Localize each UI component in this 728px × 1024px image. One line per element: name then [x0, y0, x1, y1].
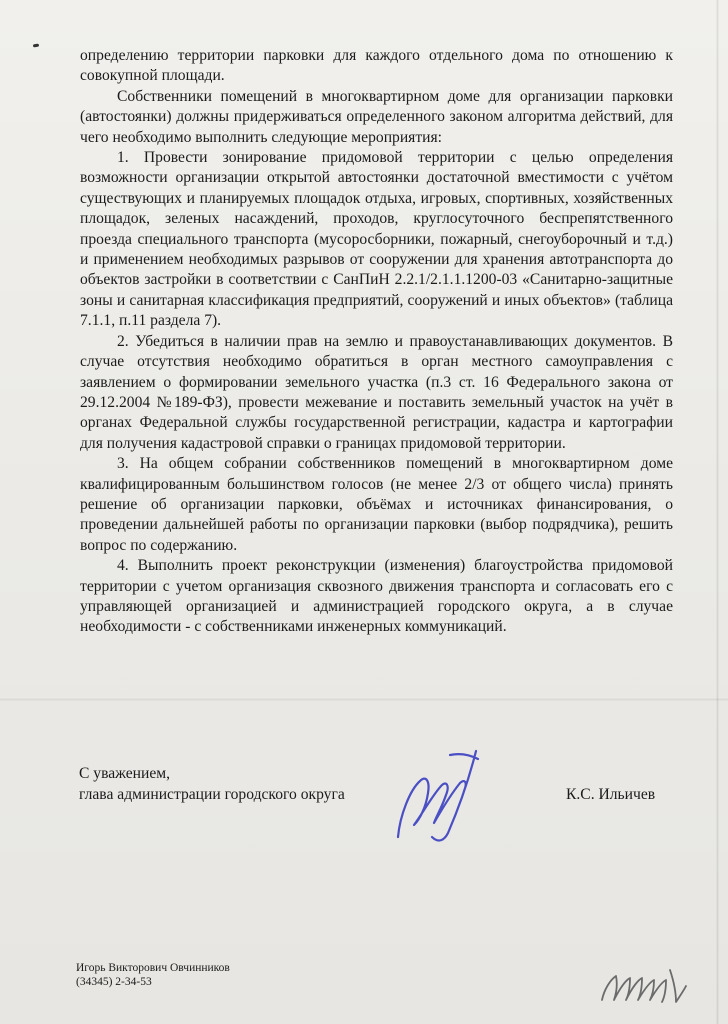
- signer-name: К.С. Ильичев: [566, 786, 656, 803]
- paper-fold-horizontal: [0, 698, 728, 701]
- ink-speck: [33, 44, 39, 48]
- closing-greeting: С уважением,: [79, 765, 171, 782]
- list-item-2: 2. Убедиться в наличии прав на землю и правоустанавливающих документов. В случае отсутствия необходимо обратиться в орган местного самоуправления с заявлением о формировании земельного участка (п.3 ст. 16 Федерального закона от 29.12.2004 №189-ФЗ), провести межевание и поставить земельный участок на учёт в органах Федеральной службы государственной регистрации, кадастра и картографии для получения кадастровой справки о границах придомовой территории.: [80, 332, 673, 452]
- paper-fold-vertical: [716, 0, 719, 1024]
- list-item-3: 3. На общем собрании собственников помещений в многоквартирном доме квалифицированным большинством голосов (не менее 2/3 от общего числа) принять решение об организации парковки, объёмах и источниках финансирования, о проведении дальнейшей работы по организации парковки (выбор подрядчика), решить вопрос по содержанию.: [80, 455, 673, 554]
- executor-name: Игорь Викторович Овчинников: [76, 962, 230, 974]
- signature-icon: [390, 745, 500, 845]
- signer-role: глава администрации городского округа: [79, 786, 345, 803]
- paragraph-continuation: определению территории парковки для каждого отдельного дома по отношению к совокупной площади.: [80, 47, 673, 85]
- list-item-4: 4. Выполнить проект реконструкции (изменения) благоустройства придомовой территории с учетом организация сквозного движения транспорта и согласовать его с управляющей организацией и администрацией городского округа, а в случае необходимости - с собственниками инженерных коммуникаций.: [80, 557, 673, 636]
- list-item-1: 1. Провести зонирование придомовой территории с целью определения возможности организации открытой автостоянки достаточной вместимости с учётом существующих и планируемых площадок отдыха, игровых, спортивных, хозяйственных площадок, зеленых насаждений, проходов, круглосуточного беспрепятственного проезда специального транспорта (мусоросборники, пожарный, снегоуборочный и т.д.) и применением необходимых разрывов от сооружении для хранения автотранспорта до объектов застройки в соответствии с СанПиН 2.2.1/2.1.1.1200-03 «Санитарно-защитные зоны и санитарная классификация предприятий, сооружений и иных объектов» (таблица 7.1.1, п.11 раздела 7).: [80, 149, 673, 330]
- executor-phone: (34345) 2-34-53: [76, 976, 152, 988]
- letter-body: [80, 46, 673, 638]
- paragraph-owners: Собственники помещений в многоквартирном доме для организации парковки (автостоянки) должны придерживаться определенного законом алгоритма действий, для чего необходимо выполнить следующие мероприятия:: [80, 87, 673, 146]
- initials-icon: [596, 960, 688, 1010]
